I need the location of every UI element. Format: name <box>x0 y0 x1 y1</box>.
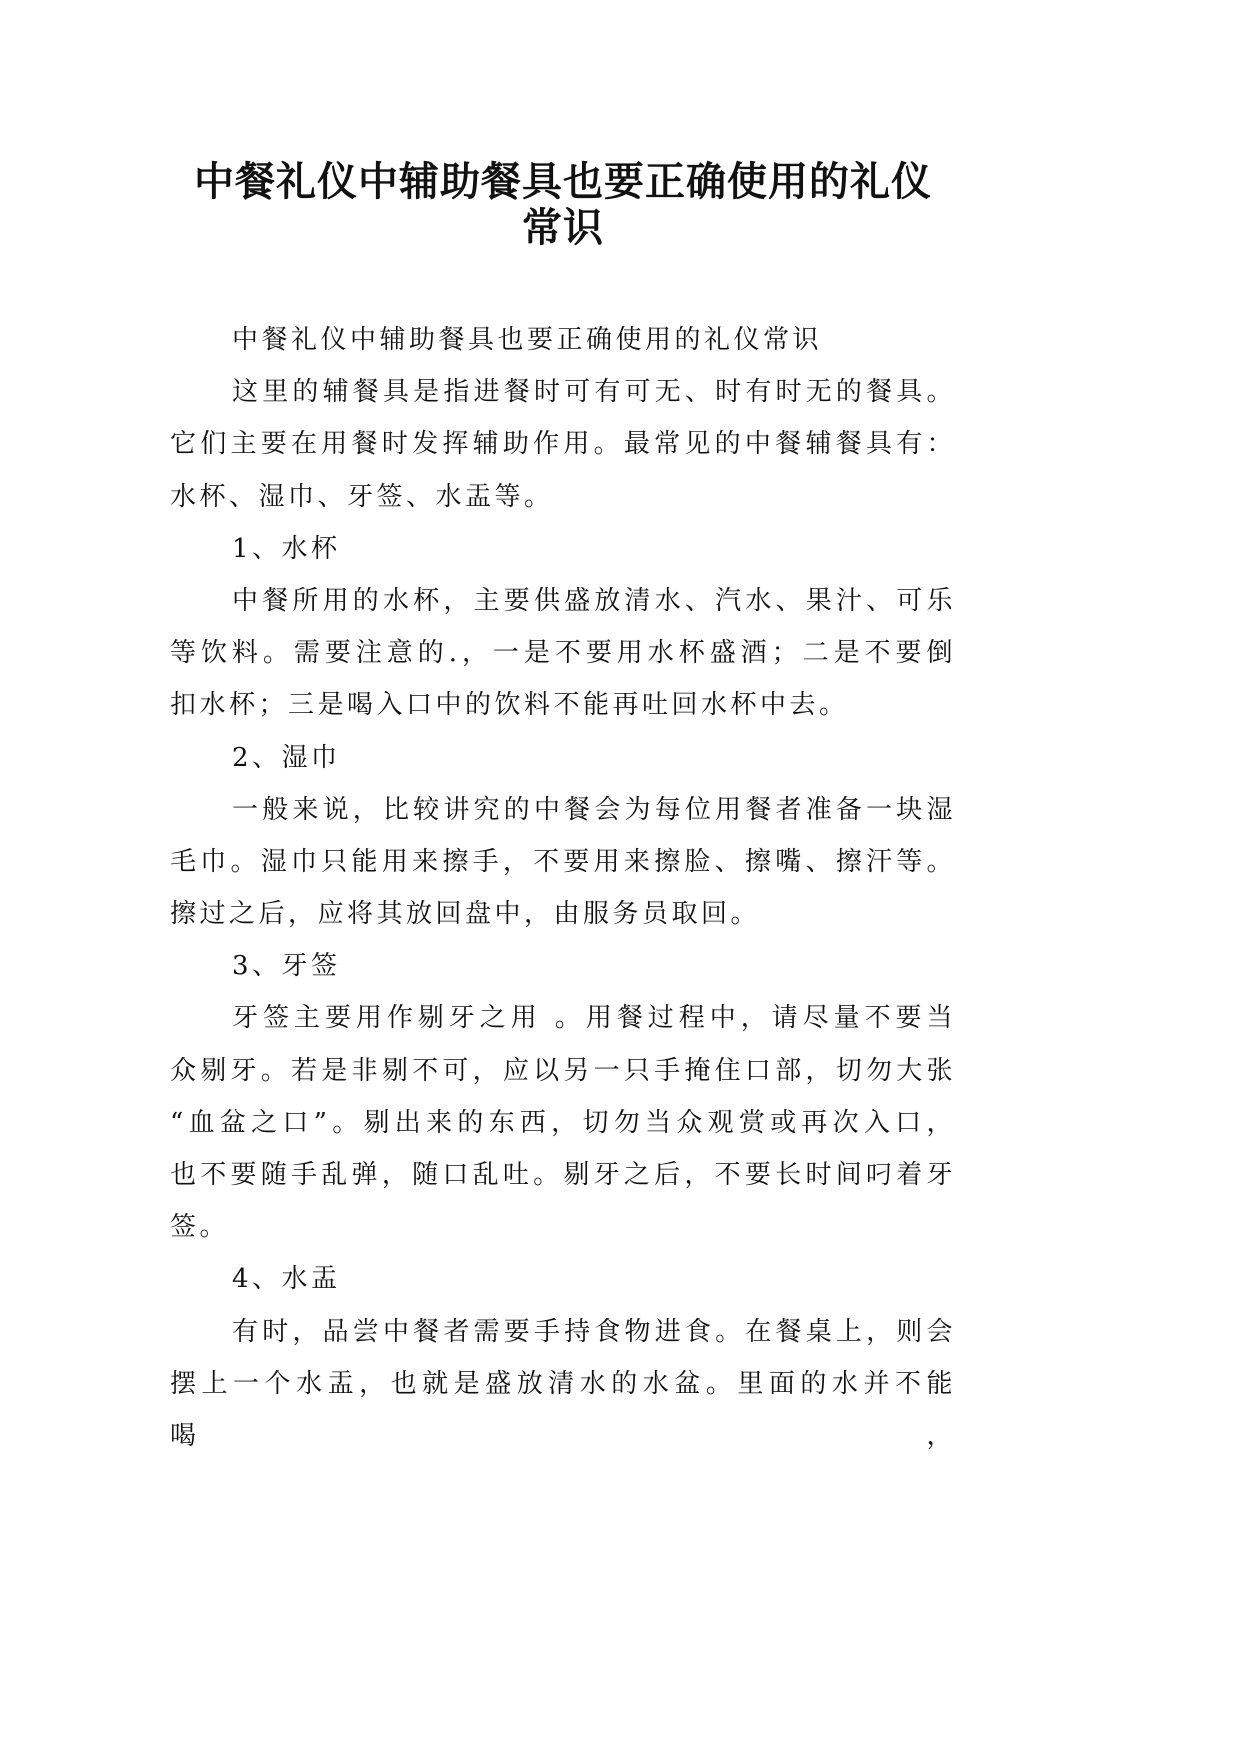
body-line: 有时，品尝中餐者需要手持食物进食。在餐桌上，则会 <box>232 1316 956 1347</box>
section-heading-wet-towel <box>170 732 956 784</box>
body-line: 它们主要在用餐时发挥辅助作用。最常见的中餐辅餐具有： <box>170 429 956 460</box>
section-heading: 2、湿巾 <box>232 742 341 773</box>
document-body <box>170 314 956 1451</box>
title-line-2: 常识 <box>522 204 604 251</box>
document-title <box>170 159 956 251</box>
paragraph-water-cup <box>170 575 956 732</box>
paragraph-intro <box>170 366 956 523</box>
body-line: 一般来说，比较讲究的中餐会为每位用餐者准备一块湿 <box>232 794 956 825</box>
body-line: 签。 <box>170 1212 230 1243</box>
paragraph-toothpick <box>170 992 956 1253</box>
body-line: 摆上一个水盂，也就是盛放清水的水盆。里面的水并不能喝， <box>170 1368 956 1451</box>
body-line: 牙签主要用作剔牙之用 。用餐过程中，请尽量不要当 <box>232 1003 956 1034</box>
paragraph-subtitle <box>170 314 956 366</box>
section-heading-water-cup <box>170 523 956 575</box>
body-line: 这里的辅餐具是指进餐时可有可无、时有时无的餐具。 <box>232 377 956 408</box>
body-line: “血盆之口”。剔出来的东西，切勿当众观赏或再次入口， <box>170 1107 956 1138</box>
body-line: 中餐所用的水杯，主要供盛放清水、汽水、果汁、可乐 <box>232 585 956 616</box>
title-line-1: 中餐礼仪中辅助餐具也要正确使用的礼仪 <box>194 158 932 205</box>
body-line: 也不要随手乱弹，随口乱吐。剔牙之后，不要长时间叼着牙 <box>170 1160 956 1190</box>
body-line: 擦过之后，应将其放回盘中，由服务员取回。 <box>170 899 761 930</box>
body-line: 扣水杯；三是喝入口中的饮料不能再吐回水杯中去。 <box>170 690 849 721</box>
section-heading-finger-bowl <box>170 1253 956 1305</box>
section-heading: 4、水盂 <box>232 1264 341 1295</box>
section-heading-toothpick <box>170 940 956 992</box>
section-heading: 1、水杯 <box>232 533 341 564</box>
body-line: 众剔牙。若是非剔不可，应以另一只手掩住口部，切勿大张 <box>170 1055 956 1086</box>
paragraph-wet-towel <box>170 784 956 941</box>
paragraph-finger-bowl <box>170 1306 956 1451</box>
body-line: 毛巾。湿巾只能用来擦手，不要用来擦脸、擦嘴、擦汗等。 <box>170 846 956 877</box>
section-heading: 3、牙签 <box>232 951 341 982</box>
body-line: 中餐礼仪中辅助餐具也要正确使用的礼仪常识 <box>232 325 823 355</box>
body-line: 等饮料。需要注意的.，一是不要用水杯盛酒；二是不要倒 <box>170 638 956 669</box>
body-line: 水杯、湿巾、牙签、水盂等。 <box>170 481 554 512</box>
